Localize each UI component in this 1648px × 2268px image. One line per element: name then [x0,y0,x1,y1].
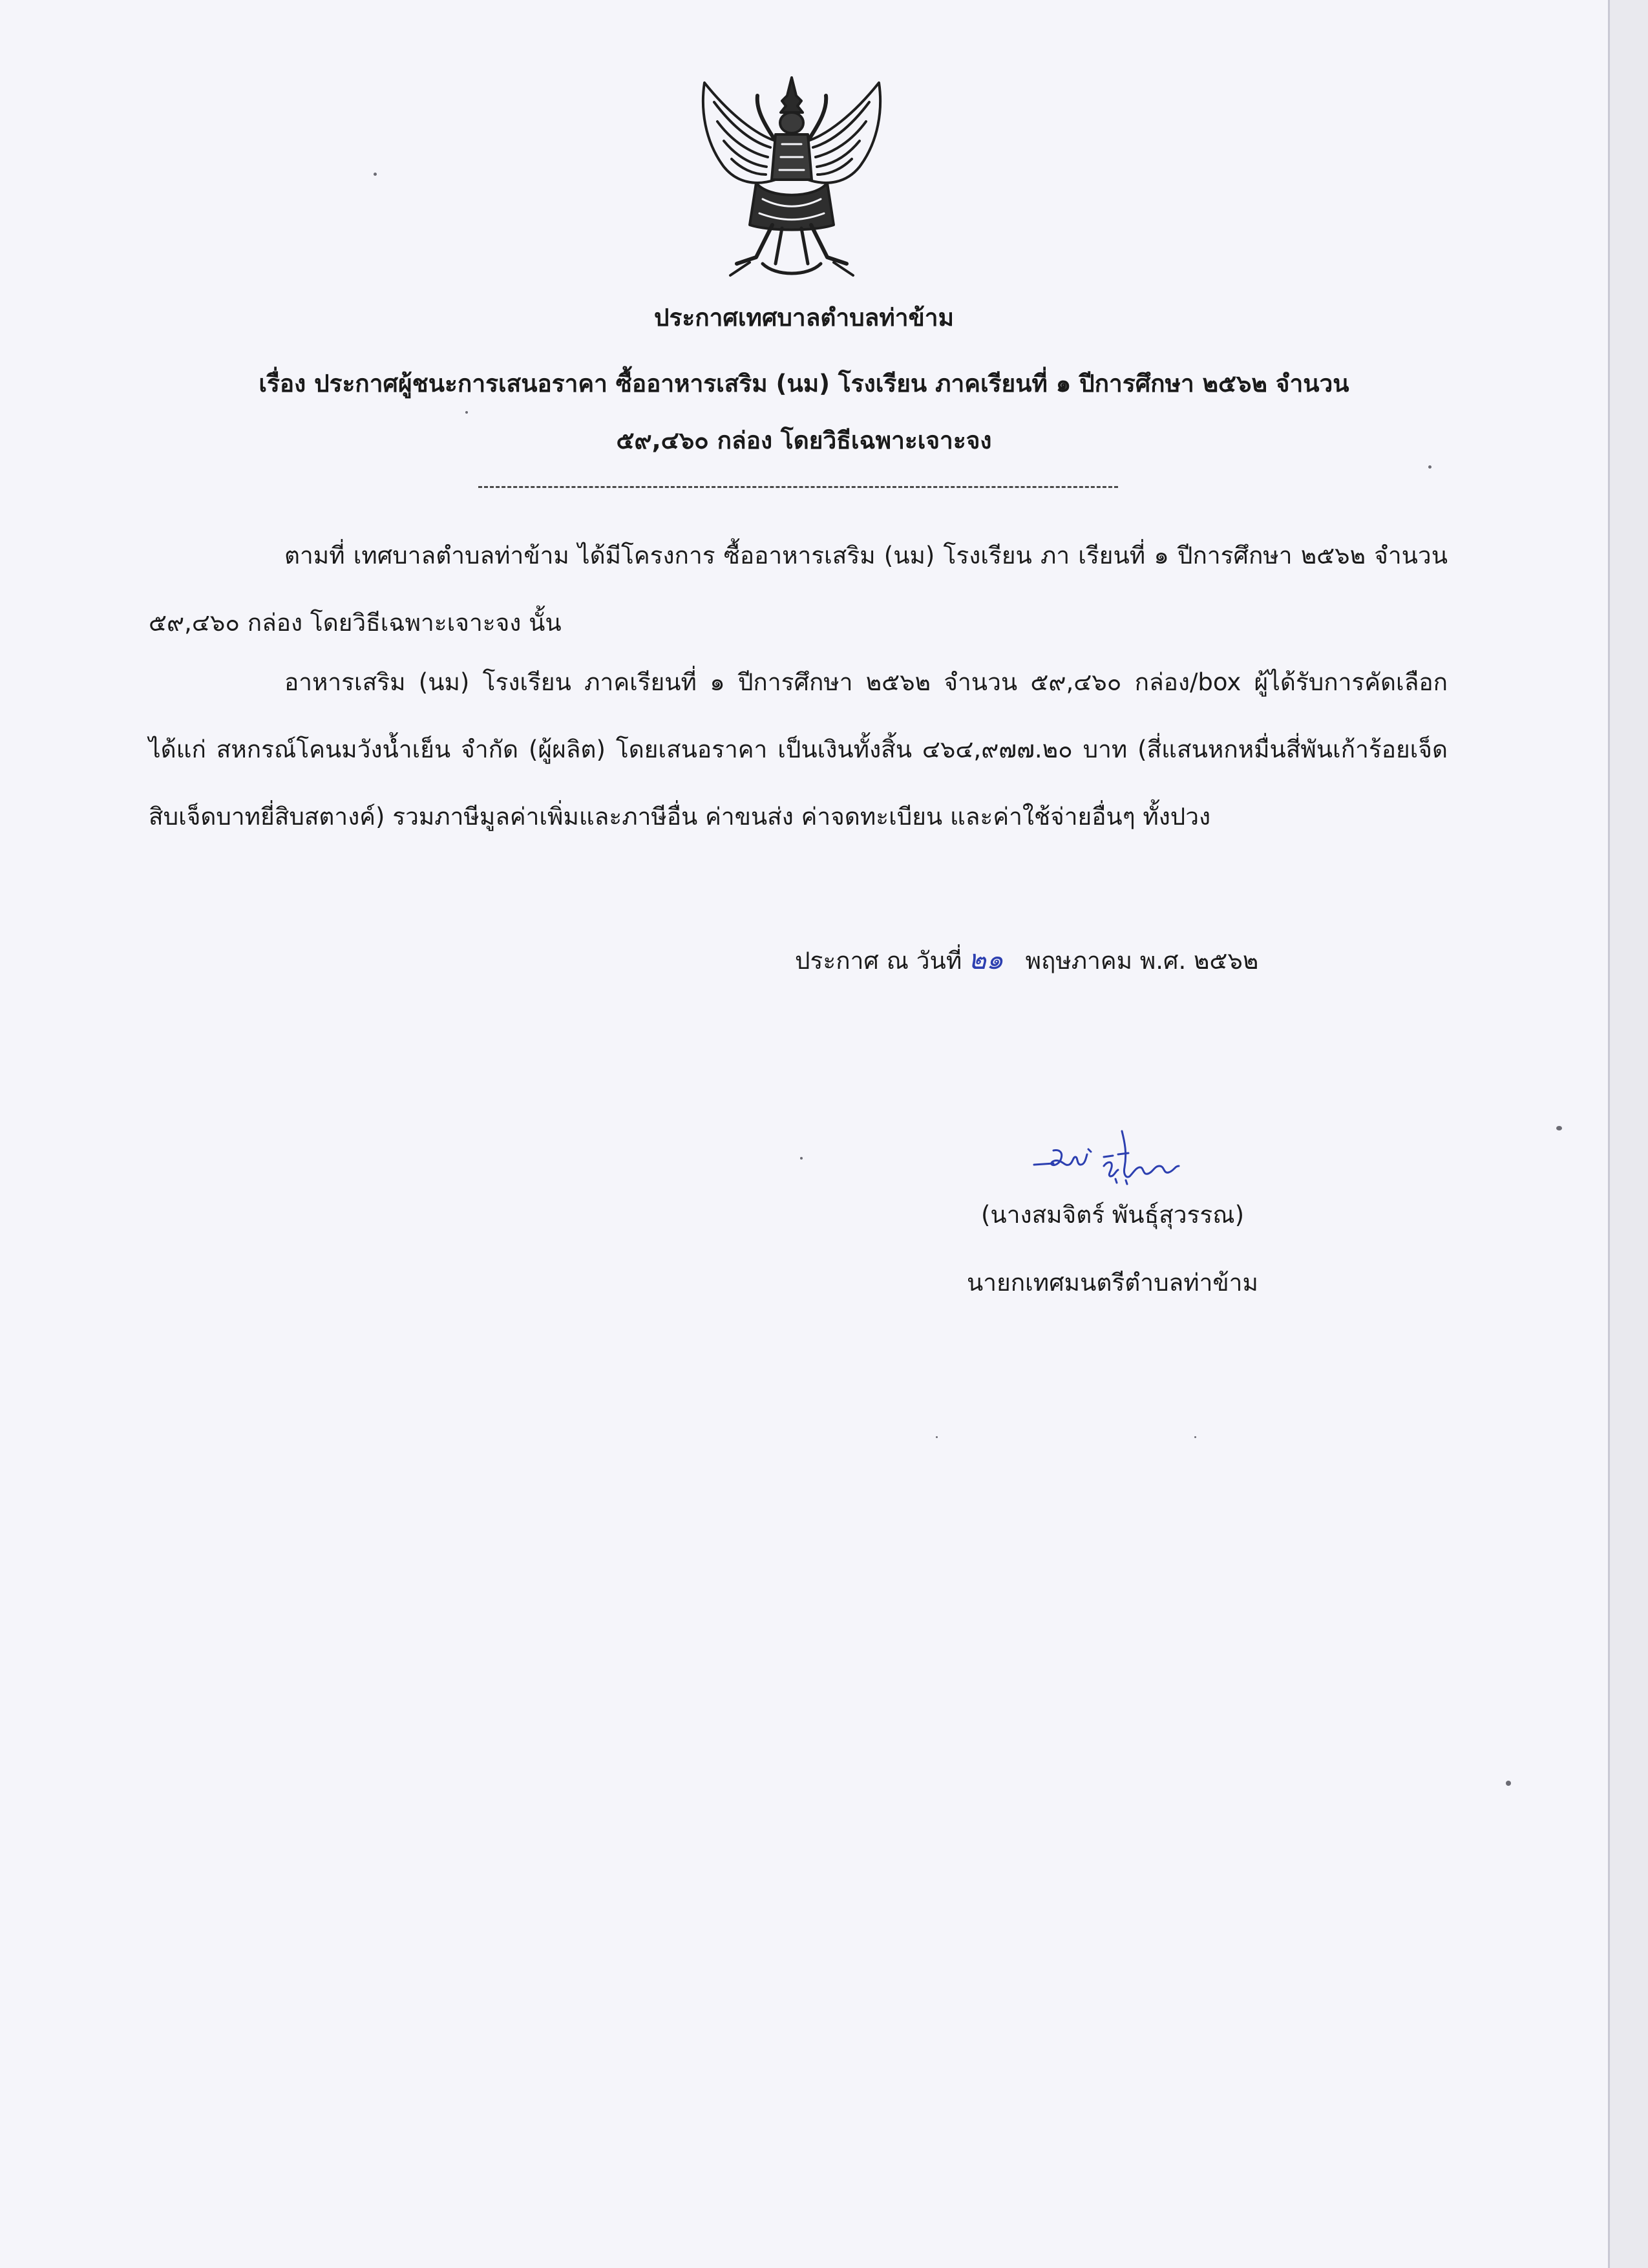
subject-line-2: ๕๙,๔๖๐ กล่อง โดยวิธีเฉพาะเจาะจง [616,427,992,454]
date-month-year: พฤษภาคม พ.ศ. ๒๕๖๒ [1025,947,1259,975]
signer-position: นายกเทศมนตรีตำบลท่าข้าม [967,1269,1258,1297]
body-paragraph-1: ตามที่ เทศบาลตำบลท่าข้าม ได้มีโครงการ ซื้ออาหารเสริม (นม) โรงเรียน ภา เรียนที่ ๑ ปีการศึกษา ๒๕๖๒ จำนวน ๕๙,๔๖๐ กล่อง โดยวิธีเฉพาะเจาะจง นั้น [149,542,1448,637]
paper-speck [1556,1126,1562,1130]
paper-speck [1428,465,1431,469]
paper-speck [1194,1436,1196,1438]
garuda-emblem-icon [685,70,898,283]
date-prefix: ประกาศ ณ วันที่ [795,947,962,975]
handwritten-signature-icon [1028,1112,1247,1202]
signer-name: (นางสมจิตร์ พันธุ์สุวรรณ) [981,1201,1245,1229]
scan-edge [1610,0,1648,2268]
date-day-handwritten: ๒๑ [968,944,1004,975]
paper-speck [1506,1781,1511,1786]
announcement-date [795,938,1258,981]
paper-speck [465,411,468,414]
dashed-divider [478,486,1118,488]
paper-speck [800,1157,803,1160]
paper-speck [936,1436,938,1438]
subject-line-1: เรื่อง ประกาศผู้ชนะการเสนอราคา ซื้ออาหารเสริม (นม) โรงเรียน ภาคเรียนที่ ๑ ปีการศึกษา ๒๕๖๒ จำนวน [259,370,1349,397]
announcement-title: ประกาศเทศบาลตำบลท่าข้าม [654,304,954,332]
body-paragraph-2: อาหารเสริม (นม) โรงเรียน ภาคเรียนที่ ๑ ปีการศึกษา ๒๕๖๒ จำนวน ๕๙,๔๖๐ กล่อง/box ผู้ได้รับการคัดเลือก ได้แก่ สหกรณ์โคนมวังน้ำเย็น จำกัด (ผู้ผลิต) โดยเสนอราคา เป็นเงินทั้งสิ้น ๔๖๔,๙๗๗.๒๐ บาท (สี่แสนหกหมื่นสี่พันเก้าร้อยเจ็ดสิบเจ็ดบาทยี่สิบสตางค์) รวมภาษีมูลค่าเพิ่มและภาษีอื่น ค่าขนส่ง ค่าจดทะเบียน และค่าใช้จ่ายอื่นๆ ทั้งปวง [149,668,1448,831]
paper-speck [374,173,377,176]
